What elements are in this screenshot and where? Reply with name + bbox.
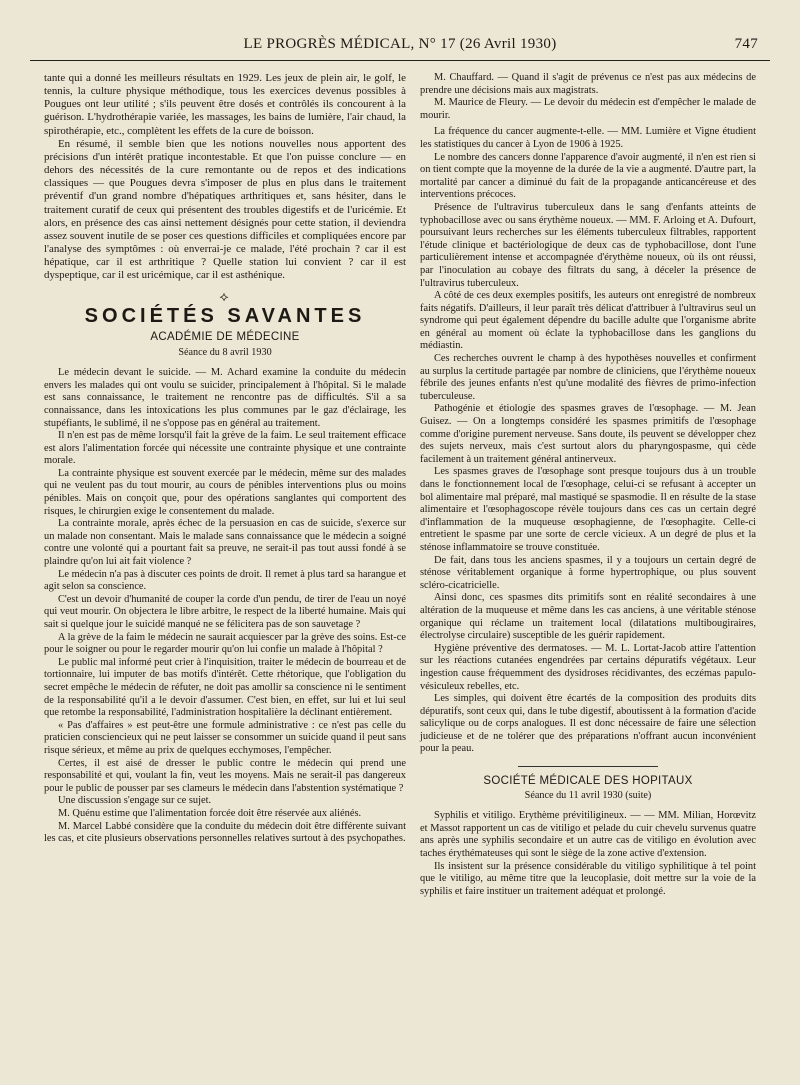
- paragraph: La fréquence du cancer augmente-t-elle. — MM. Lumière et Vigne étudient les statistiques du cancer à Lyon de 1906 à 1925.: [420, 126, 756, 150]
- section-rule: [518, 766, 658, 767]
- paragraph: La contrainte physique est souvent exercée par le médecin, même sur des malades qui ne veulent pas du tout mourir, au cours de pénibles interventions plus ou moins pénibles. Mais on conçoit que, pour des opérations sanglantes qui comportent des risques, le chirurgien exige le consentement du malade.: [44, 467, 406, 517]
- paragraph: C'est un devoir d'humanité de couper la corde d'un pendu, de tirer de l'eau un noyé qui veut mourir. On objectera le libre arbitre, le respect de la liberté humaine. Mais qui sait si quelque jour le suicidé manqué ne se félicitera pas de son sauvetage ?: [44, 593, 406, 630]
- running-header: [30, 36, 770, 56]
- section-title: SOCIÉTÉS SAVANTES: [84, 304, 366, 327]
- paragraph: De fait, dans tous les anciens spasmes, il y a toujours un certain degré de sténose véritablement organique à forme hypertrophique, ou plus souvent scléro-cicatricielle.: [420, 554, 756, 591]
- paragraph: Les simples, qui doivent être écartés de la composition des produits dits dépuratifs, sont ceux qui, dans le tube digestif, aboutissent à la formation d'acide salicylique ou de corps analogues. Il est donc nécessaire de faire une sélection judicieuse et de ne tolérer que des préparations n'offrant aucun inconvénient pour la peau.: [420, 693, 756, 755]
- divider-ornament: ⟡: [219, 289, 231, 305]
- paragraph: A la grève de la faim le médecin ne saurait acquiescer par la grève des soins. Est-ce pour le soigner ou pour le regarder mourir qu'on lui confie un malade à l'hôpital ?: [44, 631, 406, 656]
- session-date: Séance du 8 avril 1930: [178, 346, 272, 358]
- left-column: [44, 72, 406, 846]
- paragraph: En résumé, il semble bien que les notions nouvelles nous apportent des précisions d'un intérêt pratique incontestable. Et que l'on puisse conclure — en dehors des nécessités de la cure remontante ou de repos et des indications classiques — que Pougues devra s'imposer de plus en plus dans le traitement préventif d'un grand nombre d'hépatiques arthritiques et, sans hésiter, dans le traitement curatif de ceux qui présentent des troubles digestifs et de l'uricémie. Et alors, en présence des cas ainsi nettement désignés pour cette station, il deviendra assez souvent inutile de se poser ces questions difficiles et compliquées encore par l'analyse des symptômes : où enverrai-je ce malade, l'été prochain ? car il est hépatique, car il est arthritique ? Quelle station lui convient ? car il est dyspeptique, car il est uricémique, car il est asthénique.: [44, 137, 406, 282]
- subsection-title: SOCIÉTÉ MÉDICALE DES HOPITAUX: [483, 775, 693, 788]
- paragraph: M. Quénu estime que l'alimentation forcée doit être réservée aux aliénés.: [58, 807, 362, 819]
- paragraph: Syphilis et vitiligo. Erythème prévitiligineux. — — MM. Milian, Horœvitz et Massot rapportent un cas de vitiligo et pelade du cuir chevelu survenus quatre ans après une syphilis secondaire et un autre cas de vitiligo en évolution avec taches érythémateuses qui sont le siège de la zone active d'extension.: [420, 810, 756, 860]
- paragraph: A côté de ces deux exemples positifs, les auteurs ont enregistré de nombreux faits négatifs. D'ailleurs, il leur paraît très délicat d'attribuer à l'ultravirus seul un syndrome qui peut également dépendre du bacille adulte que l'organisme abrite en général au moment où éclate la typhobacillose dans les ganglions du médiastin.: [420, 290, 756, 352]
- paragraph: Ils insistent sur la présence considérable du vitiligo syphilitique à tel point que le vitiligo, au même titre que la leucoplasie, doit mettre sur la voie de la syphilis et faire instituer un traitement adéquat et prolongé.: [420, 860, 756, 897]
- session-date: Séance du 11 avril 1930 (suite): [524, 789, 652, 801]
- paragraph: La contrainte morale, après échec de la persuasion en cas de suicide, s'exerce sur un malade non consentant. Mais le malade sans connaissance que le médecin a soigné contre une volonté qui a pourtant fait sa preuve, ne serait-il pas tout aussi fondé à se plaindre qu'on lui ait fait violence ?: [44, 518, 406, 568]
- page-number: 747: [734, 36, 758, 52]
- right-column: [420, 72, 756, 898]
- paragraph: Présence de l'ultravirus tuberculeux dans le sang d'enfants atteints de typhobacillose avec ou sans érythème noueux. — MM. F. Arloing et A. Dufourt, poursuivant leurs recherches sur les éléments tuberculeux filtrables, rapportent l'étude clinique et bactériologique de deux cas de typhobacillose, dont l'une particulièrement intense et accompagnée d'érythème noueux, où ils ont réussi, par l'inoculation au cobaye des filtrats du sang, à déceler la présence de l'ultravirus tuberculeux.: [420, 201, 756, 289]
- paragraph: Le médecin devant le suicide. — M. Achard examine la conduite du médecin envers les malades qui ont voulu se suicider, principalement à l'hôpital. Si le malade est sans connaissance, le traitement ne rencontre pas de difficultés. S'il a sa connaissance, dans les intoxications les plus communes par le gaz d'éclairage, les stupéfiants, le sublimé, il ne s'oppose pas en général au traitement.: [44, 367, 406, 429]
- paragraph: Certes, il est aisé de dresser le public contre le médecin qui prend une responsabilité et qui, voulant la fin, veut les moyens. Mais ne serait-il pas dangereux pour le public de pousser par ses clameurs le médecin dans l'abstention systématique ?: [44, 757, 406, 794]
- paragraph: M. Chauffard. — Quand il s'agit de prévenus ce n'est pas aux médecins de prendre une décisions mais aux magistrats.: [420, 72, 756, 96]
- header-rule: [30, 60, 770, 61]
- paragraph: Pathogénie et étiologie des spasmes graves de l'œsophage. — M. Jean Guisez. — On a longtemps considéré les spasmes primitifs de l'œsophage comme d'origine purement nerveuse. Sans doute, ils peuvent se développer chez des sujets nerveux, mais c'est surtout alors du pharyngospasme, qui cède facilement à un traitement général antinerveux.: [420, 403, 756, 465]
- paragraph: Le médecin n'a pas à discuter ces points de droit. Il remet à plus tard sa harangue et agit selon sa conscience.: [44, 568, 406, 593]
- paragraph: « Pas d'affaires » est peut-être une formule administrative : ce n'est pas celle du praticien consciencieux qui ne peut laisser se consommer un suicide quand il peut sans risque sérieux, et même au prix de quelques ecchymoses, l'empêcher.: [44, 719, 406, 756]
- paragraph: Ces recherches ouvrent le champ à des hypothèses nouvelles et confirment au surplus la certitude partagée par nombre de cliniciens, que l'érythème noueux fébrile des jeunes enfants n'est qu'une modalité des fièvres de primo-infection tuberculeuse.: [420, 353, 756, 402]
- paragraph: Une discussion s'engage sur ce sujet.: [58, 795, 212, 807]
- paragraph: Les spasmes graves de l'œsophage sont presque toujours dus à un trouble dans le fonctionnement local de l'œsophage, celui-ci se refusant à accepter un bol alimentaire mal préparé, mal mastiqué se spasmodie. Il en résulte de la stase alimentaire et l'œsophagoscope révèle toujours dans ces cas un certain degré d'inflammation de la muqueuse œsophagienne, de l'œsophagite. Celle-ci entretient le spasme par une sorte de cercle vicieux. A un degré de plus et la sténose inflammatoire se trouve constituée.: [420, 466, 756, 553]
- paragraph: M. Maurice de Fleury. — Le devoir du médecin est d'empêcher le malade de mourir.: [420, 97, 756, 121]
- paragraph: Il n'en est pas de même lorsqu'il fait la grève de la faim. Le seul traitement efficace est alors l'alimentation forcée qui nécessite une contrainte physique et une contrainte morale.: [44, 430, 406, 467]
- journal-title: LE PROGRÈS MÉDICAL, N° 17 (26 Avril 1930): [243, 36, 557, 52]
- paragraph: Hygiène préventive des dermatoses. — M. L. Lortat-Jacob attire l'attention sur les réactions cutanées engendrées par certains dépuratifs végétaux. Leur ingestion cause fréquemment des dysidroses récidivantes, des eczémas papulo-vésiculeux rebelles, etc.: [420, 642, 756, 692]
- paragraph: tante qui a donné les meilleurs résultats en 1929. Les jeux de plein air, le golf, le tennis, la culture physique méthodique, tous les exercices devenus possibles à Pougues ont leur utilité ; s'ils peuvent être dosés et contrôlés ils concourent à la guérison. L'hydrothérapie variée, les massages, les bains de lumière, l'air chaud, la spirothérapie, etc., complètent les effets de la cure de boisson.: [44, 72, 406, 137]
- subsection-title: ACADÉMIE DE MÉDECINE: [150, 330, 300, 343]
- paragraph: M. Marcel Labbé considère que la conduite du médecin doit être différente suivant les cas, et cite plusieurs observations personnelles relatives surtout à des psychopathes.: [44, 820, 406, 845]
- paragraph: Le nombre des cancers donne l'apparence d'avoir augmenté, il n'en est rien si on tient compte que la moyenne de la durée de la vie a augmenté. D'autre part, la mortalité par cancer a diminué du fait de la propagande anticancéreuse et des interventions précoces.: [420, 151, 756, 201]
- paragraph: Le public mal informé peut crier à l'inquisition, traiter le médecin de bourreau et de tortionnaire, lui imputer de bas motifs d'intérêt. Cette rhétorique, que l'obligation du secret empêche le médecin de réfuter, ne doit pas amollir sa conscience ni le sentiment de la responsabilité qu'il a le devoir d'assumer. C'est bien, en effet, sur lui et lui seul que retombe la responsabilité, l'administration hospitalière la déclinant entièrement.: [44, 656, 406, 719]
- paragraph: Ainsi donc, ces spasmes dits primitifs sont en réalité secondaires à une altération de la muqueuse et même dans les cas anciens, à une véritable sténose organique qui réclame un traitement local (dilatations multibougiraires, électrolyse circulaire) susceptible de les guérir rapidement.: [420, 592, 756, 642]
